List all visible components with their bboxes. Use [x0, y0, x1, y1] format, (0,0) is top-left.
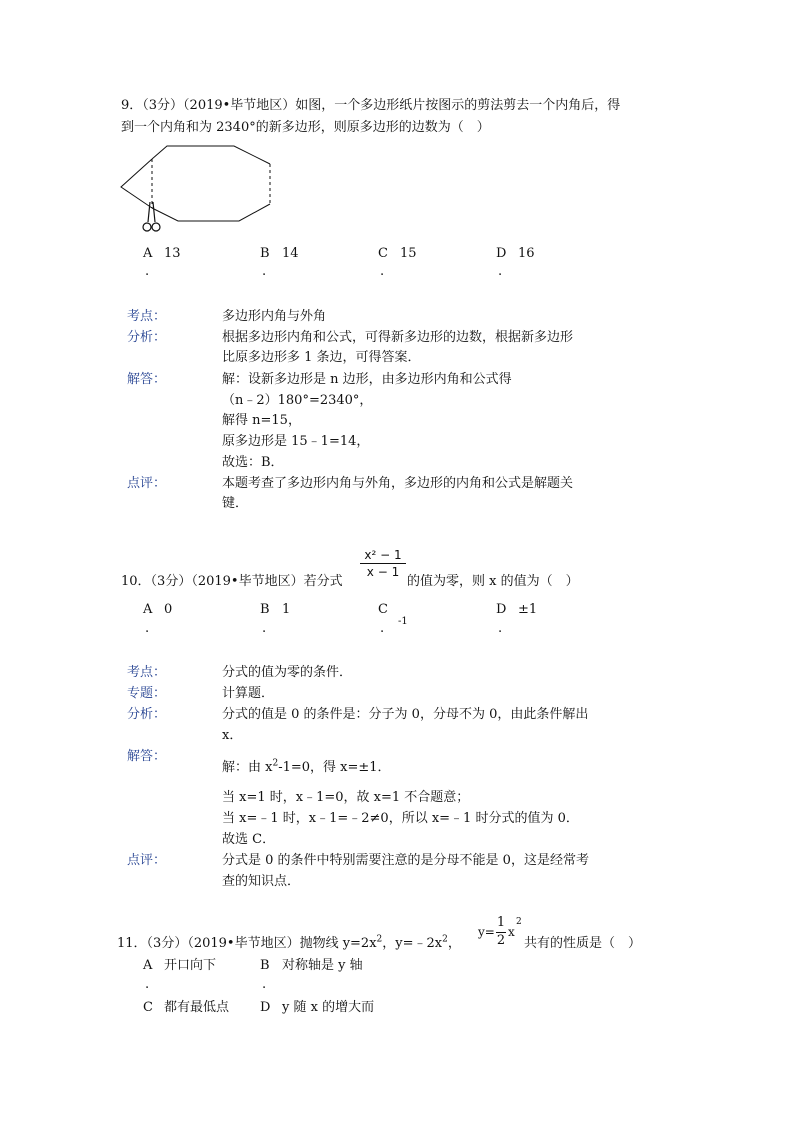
formula-sup: 2 — [516, 917, 522, 927]
option-text: ±1 — [518, 602, 538, 617]
option-text: 对称轴是 y 轴 — [282, 958, 363, 973]
zhuanti-label: 专题： — [127, 686, 167, 701]
fenxi-label: 分析： — [127, 707, 167, 722]
jieda-line: 当 x=﹣1 时，x﹣1=﹣2≠0，所以 x=﹣1 时分式的值为 0． — [222, 811, 579, 826]
option-letter: D — [260, 1000, 271, 1015]
jieda-line: 解得 n=15， — [222, 413, 301, 428]
option-text: 14 — [282, 246, 299, 261]
kaodian-text: 多边形内角与外角 — [222, 309, 327, 324]
option-letter: B — [260, 246, 270, 261]
fenxi-line2: x． — [222, 728, 243, 743]
option-letter: A — [143, 246, 153, 261]
fenxi-line2: 比原多边形多 1 条边，可得答案． — [222, 350, 421, 365]
option-letter: C — [378, 246, 388, 261]
jieda-line: 原多边形是 15﹣1=14， — [222, 434, 370, 449]
option-text: 15 — [400, 246, 417, 261]
q11-stem-suffix: 共有的性质是（ ） — [524, 936, 642, 951]
formula-x: x — [508, 925, 515, 939]
option-letter: D — [496, 602, 507, 617]
jieda-line: 故选：B． — [222, 455, 284, 470]
scissors-icon — [143, 202, 160, 231]
jieda-line1: 解：由 $x^2-1=0$，得 x=±1． — [222, 758, 391, 775]
q11-stem-prefix: 11．（3分）（2019•毕节地区）抛物线 $y=2x^2$，$y=﹣2x^2$， — [117, 934, 461, 951]
q10-stem-suffix: 的值为零，则 x 的值为（ ） — [407, 574, 579, 589]
option-text: 都有最低点 — [164, 1000, 230, 1015]
dianping-line1: 分式是 0 的条件中特别需要注意的是分母不能是 0，这是经常考 — [222, 853, 589, 868]
option-text: 13 — [164, 246, 181, 261]
option-letter: C — [378, 602, 388, 617]
q9-stem-line1: 9．（3分）（2019•毕节地区）如图，一个多边形纸片按图示的剪法剪去一个内角后，得 — [121, 98, 621, 113]
kaodian-label: 考点： — [127, 309, 167, 324]
q10-fraction — [360, 548, 406, 579]
option-text: y 随 x 的增大而 — [282, 1000, 375, 1015]
option-text: 16 — [518, 246, 535, 261]
q11-formula — [478, 915, 524, 955]
formula-numerator: 1 — [496, 915, 506, 930]
jieda-line: （n﹣2）180°=2340°， — [222, 393, 373, 408]
kaodian-label: 考点： — [127, 665, 167, 680]
fraction-numerator: x² − 1 — [364, 548, 402, 562]
option-letter: A — [143, 958, 153, 973]
option-letter: C — [143, 1000, 153, 1015]
zhuanti-text: 计算题． — [222, 686, 275, 701]
fenxi-line1: 分式的值是 0 的条件是：分子为 0，分母不为 0，由此条件解出 — [222, 707, 589, 722]
jieda-label: 解答： — [127, 372, 167, 387]
jieda-line: 故选 C． — [222, 832, 276, 847]
dianping-line1: 本题考查了多边形内角与外角，多边形的内角和公式是解题关 — [222, 476, 574, 491]
q10-stem-prefix: 10．（3分）（2019•毕节地区）若分式 — [121, 574, 343, 589]
q9-stem-line2: 到一个内角和为 2340°的新多边形，则原多边形的边数为（ ） — [121, 120, 490, 135]
jieda-line: 当 x=1 时，x﹣1=0，故 x=1 不合题意； — [222, 790, 470, 805]
dianping-line2: 查的知识点． — [222, 874, 301, 889]
option-letter: B — [260, 958, 270, 973]
jieda-line: 解：设新多边形是 n 边形，由多边形内角和公式得 — [222, 372, 512, 387]
option-text: 开口向下 — [164, 958, 217, 973]
dianping-line2: 键． — [222, 496, 249, 511]
fenxi-label: 分析： — [127, 330, 167, 345]
option-text: 1 — [282, 602, 291, 617]
kaodian-text: 分式的值为零的条件． — [222, 665, 353, 680]
jieda-label: 解答： — [127, 749, 167, 764]
option-letter: A — [143, 602, 153, 617]
dianping-label: 点评： — [127, 853, 167, 868]
polygon-figure — [118, 140, 278, 238]
formula-y: y= — [478, 925, 495, 939]
formula-denominator: 2 — [496, 933, 506, 948]
option-letter: D — [496, 246, 507, 261]
option-letter: B — [260, 602, 270, 617]
dianping-label: 点评： — [127, 476, 167, 491]
fenxi-line1: 根据多边形内角和公式，可得新多边形的边数，根据新多边形 — [222, 330, 574, 345]
fraction-denominator: x − 1 — [366, 565, 400, 579]
option-text: 0 — [164, 602, 173, 617]
option-text: -1 — [398, 616, 408, 627]
